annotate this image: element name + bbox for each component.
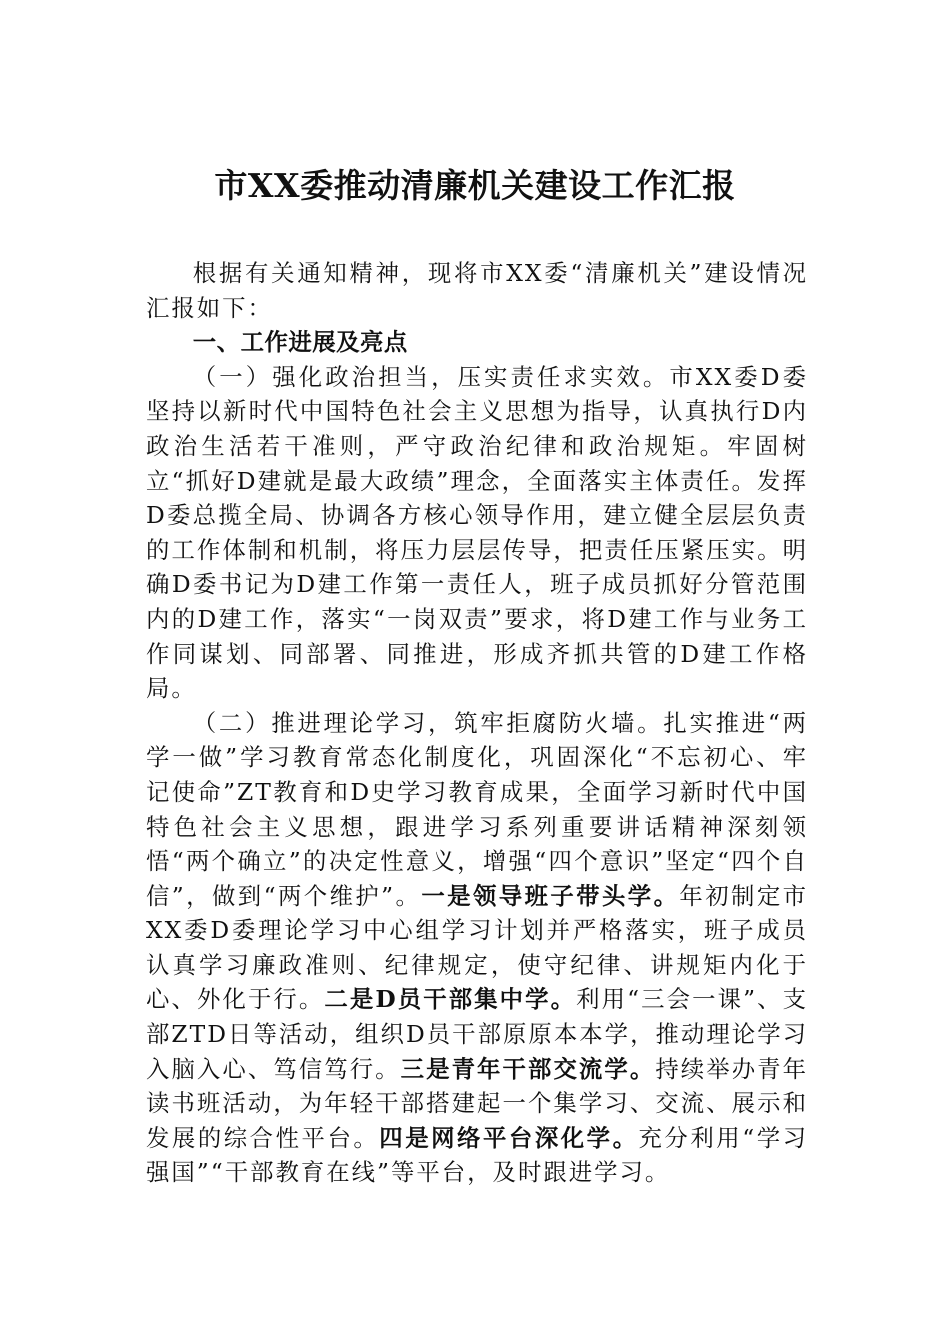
paragraph-theory-study <box>146 706 808 1190</box>
paragraph-text: （二）推进理论学习，筑牢拒腐防火墙。扎实推进“两学一做”学习教育常态化制度化，巩固深化“不忘初心、牢记使命”ZT教育和D史学习教育成果，全面学习新时代中国特色社会主义思想，跟进学习系列重要讲话精神深刻领悟“两个确立”的决定性意义，增强“四个意识”坚定“四个自信”，做到“两个维护”。 <box>146 708 808 910</box>
intro-paragraph: 根据有关通知精神，现将市XX委“清廉机关”建设情况汇报如下： <box>146 259 808 322</box>
paragraph-text: 持续举办青年读书班活动，为年轻干部搭建起一个集学习、交流、展示和发展的综合性平台。 <box>146 1054 809 1152</box>
bold-point-youth: 三是青年干部交流学。 <box>400 1054 656 1083</box>
paragraph-text: 充分利用“学习强国”“干部教育在线”等平台，及时跟进学习。 <box>146 1123 809 1187</box>
paragraph-text: 年初制定市XX委D委理论学习中心组学习计划并严格落实，班子成员认真学习廉政准则、纪律规定，使守纪律、讲规矩内化于心、外化于行。 <box>146 881 809 1014</box>
bold-point-members: 二是D员干部集中学。 <box>324 985 577 1014</box>
section-heading: 一、工作进展及亮点 <box>192 328 408 357</box>
bold-point-online: 四是网络平台深化学。 <box>379 1123 639 1152</box>
paragraph-text: 利用“三会一课”、支部ZTD日等活动，组织D员干部原原本本学，推动理论学习入脑入心、笃信笃行。 <box>146 985 808 1083</box>
paragraph-political-responsibility: （一）强化政治担当，压实责任求实效。市XX委D委坚持以新时代中国特色社会主义思想为指导，认真执行D内政治生活若干准则，严守政治纪律和政治规矩。牢固树立“抓好D建就是最大政绩”理念，全面落实主体责任。发挥D委总揽全局、协调各方核心领导作用，建立健全层层负责的工作体制和机制，将压力层层传导，把责任压紧压实。明确D委书记为D建工作第一责任人，班子成员抓好分管范围内的D建工作，落实“一岗双责”要求，将D建工作与业务工作同谋划、同部署、同推进，形成齐抓共管的D建工作格局。 <box>146 362 808 703</box>
document-body <box>146 256 808 1190</box>
document-title: 市XX委推动清廉机关建设工作汇报 <box>214 166 736 205</box>
bold-point-leaders: 一是领导班子带头学。 <box>421 881 680 910</box>
